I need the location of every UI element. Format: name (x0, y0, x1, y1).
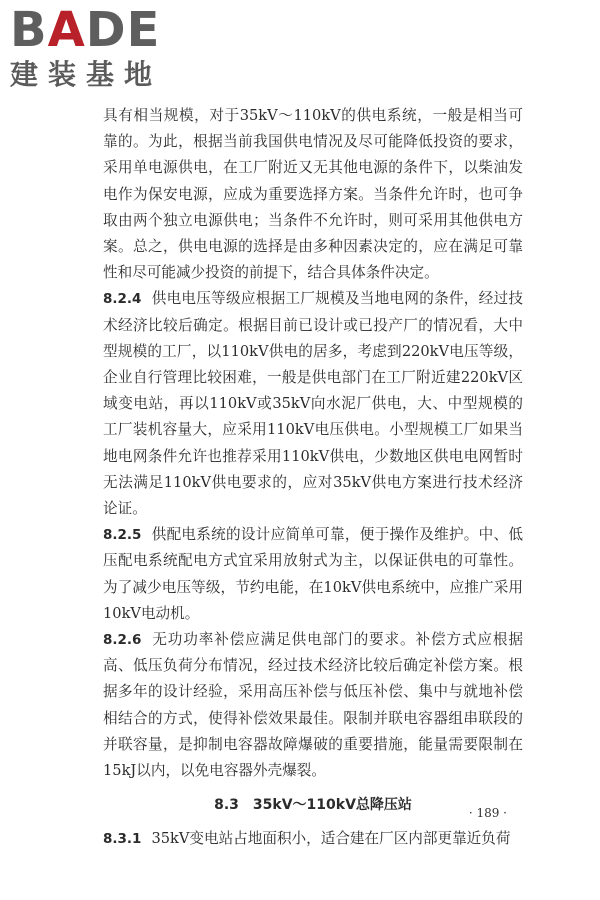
clause-text: 供配电系统的设计应简单可靠，便于操作及维护。中、低压配电系统配电方式宜采用放射式为主，以保证供电的可靠性。为了减少电压等级，节约电能，在10kV供电系统中，应推广采用10kV电动机。 (103, 526, 523, 622)
logo-letter-b: B (10, 2, 48, 58)
section-number: 8.3 (214, 797, 239, 814)
clause-text: 无功功率补偿应满足供电部门的要求。补偿方式应根据高、低压负荷分布情况，经过技术经济比较后确定补偿方案。根据多年的设计经验，采用高压补偿与低压补偿、集中与就地补偿相结合的方式，使得补偿效果最佳。限制并联电容器组串联段的并联容量，是抑制电容器故障爆破的重要措施，能量需要限制在15kJ以内，以免电容器外壳爆裂。 (103, 631, 523, 780)
clause-number: 8.2.5 (103, 527, 142, 544)
clause-8-3-1 (103, 826, 523, 852)
page-number: · 189 · (468, 806, 507, 820)
page-body (103, 103, 523, 853)
clause-number: 8.2.4 (103, 291, 142, 308)
bade-logo (10, 2, 180, 98)
logo-subtitle: 建装基地 (10, 58, 163, 91)
section-title: 35kV～110kV总降压站 (252, 797, 412, 814)
clause-text: 35kV变电站占地面积小，适合建在厂区内部更靠近负荷 (151, 830, 511, 848)
clause-number: 8.3.1 (103, 831, 142, 848)
logo-wordmark (10, 2, 180, 58)
clause-text: 供电电压等级应根据工厂规模及当地电网的条件，经过技术经济比较后确定。根据目前已设计或已投产厂的情况看，大中型规模的工厂，以110kV供电的居多，考虑到220kV电压等级，企业自行管理比较困难，一般是供电部门在工厂附近建220kV区域变电站，再以110kV或35kV向水泥厂供电，大、中型规模的工厂装机容量大，应采用110kV电压供电。小型规模工厂如果当地电网条件允许也推荐采用110kV供电，少数地区供电电网暂时无法满足110kV供电要求的，应对35kV供电方案进行技术经济论证。 (103, 290, 523, 518)
logo-letters-de: DE (85, 2, 161, 58)
intro-paragraph: 具有相当规模，对于35kV～110kV的供电系统，一般是相当可靠的。为此，根据当前我国供电情况及尽可能降低投资的要求，采用单电源供电，在工厂附近又无其他电源的条件下，以柴油发电作为保安电源，应成为重要选择方案。当条件允许时，也可争取由两个独立电源供电；当条件不允许时，则可采用其他供电方案。总之，供电电源的选择是由多种因素决定的，应在满足可靠性和尽可能减少投资的前提下，结合具体条件决定。 (103, 107, 523, 282)
clause-8-2-5 (103, 522, 523, 627)
clause-number: 8.2.6 (103, 632, 142, 649)
section-heading (103, 792, 523, 818)
clause-8-2-6 (103, 627, 523, 784)
logo-letter-a: A (47, 2, 86, 58)
clause-8-2-4 (103, 286, 523, 522)
